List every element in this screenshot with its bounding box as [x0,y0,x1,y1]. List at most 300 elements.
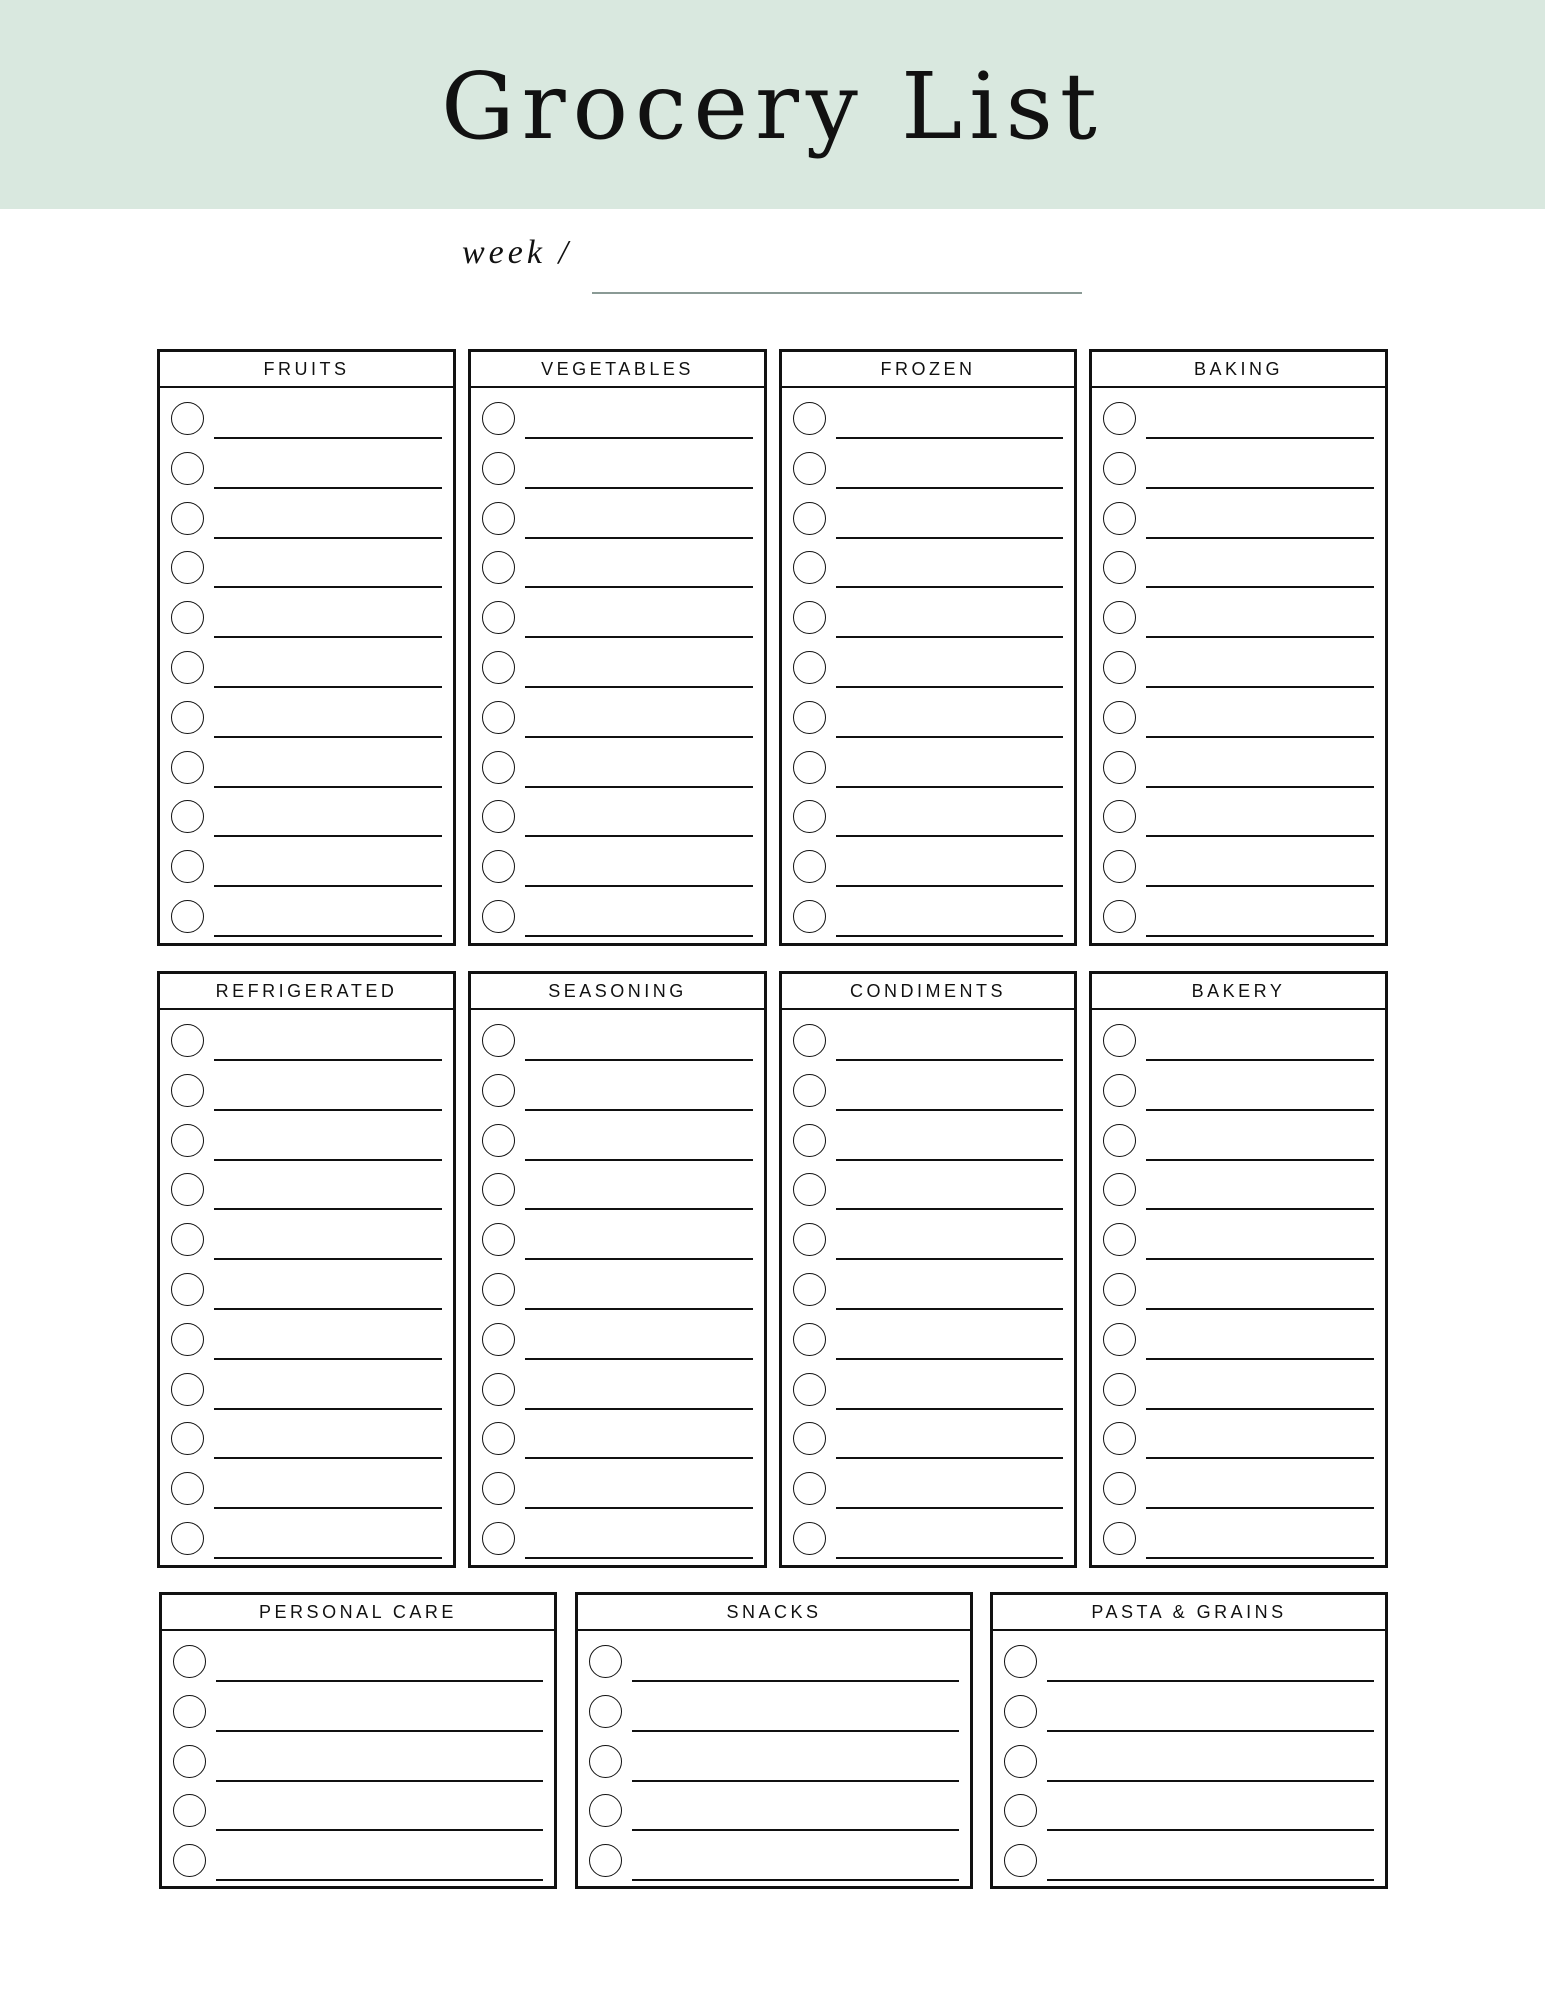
item-entry-line[interactable] [836,1109,1063,1111]
checkbox-circle[interactable] [793,1522,826,1555]
item-list [782,388,1074,945]
item-entry-line[interactable] [525,1358,753,1360]
list-item [782,845,1074,895]
list-item [160,646,453,696]
list-item [160,1467,453,1517]
list-item [578,1839,970,1889]
checkbox-circle[interactable] [171,452,204,485]
list-item [782,1168,1074,1218]
item-entry-line[interactable] [1146,1059,1374,1061]
checkbox-circle[interactable] [173,1844,206,1877]
checkbox-circle[interactable] [1004,1844,1037,1877]
item-entry-line[interactable] [836,786,1063,788]
item-entry-line[interactable] [214,1208,442,1210]
item-entry-line[interactable] [836,586,1063,588]
item-entry-line[interactable] [1146,1109,1374,1111]
list-item [1092,1417,1385,1467]
section-fruits [157,349,456,946]
checkbox-circle[interactable] [1103,751,1136,784]
checkbox-circle[interactable] [171,402,204,435]
checkbox-circle[interactable] [793,1273,826,1306]
item-entry-line[interactable] [214,1358,442,1360]
list-item [578,1690,970,1740]
checkbox-circle[interactable] [171,651,204,684]
item-entry-line[interactable] [1047,1730,1374,1732]
item-entry-line[interactable] [216,1829,543,1831]
checkbox-circle[interactable] [482,601,515,634]
section-bakery [1089,971,1388,1568]
list-item [160,546,453,596]
checkbox-circle[interactable] [1103,1074,1136,1107]
item-entry-line[interactable] [216,1730,543,1732]
list-item [471,1318,764,1368]
item-entry-line[interactable] [525,437,753,439]
checkbox-circle[interactable] [171,601,204,634]
item-entry-line[interactable] [525,1258,753,1260]
item-entry-line[interactable] [632,1879,959,1881]
checkbox-circle[interactable] [482,751,515,784]
item-entry-line[interactable] [525,1109,753,1111]
item-entry-line[interactable] [1146,835,1374,837]
item-entry-line[interactable] [214,1109,442,1111]
list-item [471,646,764,696]
list-item [471,696,764,746]
list-item [1092,397,1385,447]
checkbox-circle[interactable] [482,402,515,435]
checkbox-circle[interactable] [171,1124,204,1157]
list-item [782,696,1074,746]
item-entry-line[interactable] [836,1308,1063,1310]
checkbox-circle[interactable] [171,1223,204,1256]
checkbox-circle[interactable] [482,1472,515,1505]
checkbox-circle[interactable] [793,1173,826,1206]
section-header: REFRIGERATED [160,974,453,1010]
item-entry-line[interactable] [1047,1829,1374,1831]
checkbox-circle[interactable] [1004,1695,1037,1728]
checkbox-circle[interactable] [793,1323,826,1356]
checkbox-circle[interactable] [793,1124,826,1157]
item-entry-line[interactable] [525,487,753,489]
list-item [1092,1019,1385,1069]
section-header: SEASONING [471,974,764,1010]
item-entry-line[interactable] [1146,736,1374,738]
item-entry-line[interactable] [836,487,1063,489]
checkbox-circle[interactable] [793,751,826,784]
item-entry-line[interactable] [214,1408,442,1410]
checkbox-circle[interactable] [793,1373,826,1406]
item-entry-line[interactable] [214,1159,442,1161]
item-entry-line[interactable] [836,885,1063,887]
item-entry-line[interactable] [1146,1457,1374,1459]
checkbox-circle[interactable] [793,651,826,684]
item-entry-line[interactable] [1146,786,1374,788]
checkbox-circle[interactable] [793,502,826,535]
checkbox-circle[interactable] [1103,601,1136,634]
checkbox-circle[interactable] [1004,1645,1037,1678]
checkbox-circle[interactable] [171,1024,204,1057]
list-item [782,795,1074,845]
checkbox-circle[interactable] [171,900,204,933]
checkbox-circle[interactable] [1103,1422,1136,1455]
checkbox-circle[interactable] [173,1695,206,1728]
section-refrigerated [157,971,456,1568]
list-item [782,646,1074,696]
checkbox-circle[interactable] [1103,1223,1136,1256]
checkbox-circle[interactable] [589,1844,622,1877]
checkbox-circle[interactable] [482,1024,515,1057]
checkbox-circle[interactable] [1103,800,1136,833]
item-entry-line[interactable] [632,1829,959,1831]
list-item [782,1417,1074,1467]
item-entry-line[interactable] [1047,1680,1374,1682]
item-entry-line[interactable] [214,885,442,887]
list-item [160,795,453,845]
item-entry-line[interactable] [214,537,442,539]
item-entry-line[interactable] [836,935,1063,937]
item-entry-line[interactable] [1146,1308,1374,1310]
list-item [160,1168,453,1218]
checkbox-circle[interactable] [482,1074,515,1107]
checkbox-circle[interactable] [482,502,515,535]
checkbox-circle[interactable] [482,1124,515,1157]
checkbox-circle[interactable] [793,452,826,485]
list-item [1092,1268,1385,1318]
list-item [160,1417,453,1467]
checkbox-circle[interactable] [1103,701,1136,734]
item-entry-line[interactable] [836,835,1063,837]
item-entry-line[interactable] [214,736,442,738]
list-item [160,1517,453,1567]
list-item [471,1069,764,1119]
section-header: SNACKS [578,1595,970,1631]
item-entry-line[interactable] [214,437,442,439]
item-entry-line[interactable] [1146,1358,1374,1360]
item-list [471,1010,764,1567]
item-entry-line[interactable] [1146,636,1374,638]
checkbox-circle[interactable] [171,800,204,833]
item-entry-line[interactable] [525,636,753,638]
checkbox-circle[interactable] [1004,1745,1037,1778]
item-entry-line[interactable] [1047,1879,1374,1881]
item-entry-line[interactable] [1146,1258,1374,1260]
item-entry-line[interactable] [525,1507,753,1509]
item-entry-line[interactable] [1146,586,1374,588]
checkbox-circle[interactable] [1103,1273,1136,1306]
list-item [471,1417,764,1467]
checkbox-circle[interactable] [482,1223,515,1256]
item-entry-line[interactable] [525,586,753,588]
checkbox-circle[interactable] [173,1645,206,1678]
list-item [160,1268,453,1318]
list-item [160,1218,453,1268]
item-entry-line[interactable] [525,537,753,539]
checkbox-circle[interactable] [482,850,515,883]
list-item [782,1268,1074,1318]
list-item [993,1740,1385,1790]
item-entry-line[interactable] [632,1680,959,1682]
list-item [471,397,764,447]
item-entry-line[interactable] [214,935,442,937]
list-item [160,1318,453,1368]
list-item [471,596,764,646]
item-entry-line[interactable] [214,835,442,837]
checkbox-circle[interactable] [171,850,204,883]
section-frozen [779,349,1077,946]
list-item [160,497,453,547]
list-item [782,1069,1074,1119]
list-item [578,1740,970,1790]
list-item [1092,1467,1385,1517]
list-item [471,497,764,547]
list-item [471,1168,764,1218]
checkbox-circle[interactable] [1103,402,1136,435]
checkbox-circle[interactable] [793,701,826,734]
checkbox-circle[interactable] [1103,651,1136,684]
item-entry-line[interactable] [214,1557,442,1559]
item-entry-line[interactable] [1146,1507,1374,1509]
checkbox-circle[interactable] [1103,1373,1136,1406]
list-item [471,845,764,895]
item-entry-line[interactable] [525,686,753,688]
checkbox-circle[interactable] [793,900,826,933]
checkbox-circle[interactable] [589,1794,622,1827]
item-entry-line[interactable] [214,786,442,788]
checkbox-circle[interactable] [1103,551,1136,584]
item-entry-line[interactable] [216,1680,543,1682]
item-list [1092,388,1385,945]
item-entry-line[interactable] [1146,1208,1374,1210]
item-entry-line[interactable] [214,1059,442,1061]
checkbox-circle[interactable] [1103,452,1136,485]
item-entry-line[interactable] [836,1159,1063,1161]
item-entry-line[interactable] [525,736,753,738]
week-input-line[interactable] [592,292,1082,294]
section-pasta-grains [990,1592,1388,1889]
checkbox-circle[interactable] [793,1422,826,1455]
checkbox-circle[interactable] [482,1422,515,1455]
item-entry-line[interactable] [1146,487,1374,489]
checkbox-circle[interactable] [793,1472,826,1505]
item-entry-line[interactable] [214,686,442,688]
list-item [993,1690,1385,1740]
item-entry-line[interactable] [525,1159,753,1161]
checkbox-circle[interactable] [1103,1472,1136,1505]
item-entry-line[interactable] [525,1457,753,1459]
checkbox-circle[interactable] [1103,502,1136,535]
list-item [1092,546,1385,596]
item-entry-line[interactable] [1146,1408,1374,1410]
checkbox-circle[interactable] [1103,1522,1136,1555]
item-entry-line[interactable] [1146,1159,1374,1161]
checkbox-circle[interactable] [171,1373,204,1406]
checkbox-circle[interactable] [793,850,826,883]
list-item [993,1789,1385,1839]
checkbox-circle[interactable] [171,1323,204,1356]
item-entry-line[interactable] [214,1457,442,1459]
list-item [160,596,453,646]
list-item [1092,646,1385,696]
item-entry-line[interactable] [214,586,442,588]
item-list [1092,1010,1385,1567]
item-entry-line[interactable] [525,786,753,788]
checkbox-circle[interactable] [171,502,204,535]
checkbox-circle[interactable] [1103,1323,1136,1356]
checkbox-circle[interactable] [171,1074,204,1107]
item-entry-line[interactable] [1146,437,1374,439]
list-item [782,447,1074,497]
checkbox-circle[interactable] [173,1794,206,1827]
checkbox-circle[interactable] [482,1273,515,1306]
checkbox-circle[interactable] [793,601,826,634]
item-entry-line[interactable] [214,487,442,489]
checkbox-circle[interactable] [589,1745,622,1778]
list-item [471,1467,764,1517]
checkbox-circle[interactable] [482,1173,515,1206]
item-entry-line[interactable] [1047,1780,1374,1782]
checkbox-circle[interactable] [793,800,826,833]
item-entry-line[interactable] [525,1557,753,1559]
list-item [162,1789,554,1839]
item-entry-line[interactable] [836,1208,1063,1210]
list-item [160,397,453,447]
item-entry-line[interactable] [836,636,1063,638]
checkbox-circle[interactable] [171,1522,204,1555]
checkbox-circle[interactable] [793,402,826,435]
item-entry-line[interactable] [836,1408,1063,1410]
item-entry-line[interactable] [836,686,1063,688]
list-item [471,795,764,845]
item-entry-line[interactable] [1146,935,1374,937]
list-item [782,596,1074,646]
section-header: CONDIMENTS [782,974,1074,1010]
list-item [1092,1368,1385,1418]
list-item [782,746,1074,796]
item-entry-line[interactable] [214,1507,442,1509]
list-item [782,1019,1074,1069]
checkbox-circle[interactable] [482,452,515,485]
section-header: PASTA & GRAINS [993,1595,1385,1631]
item-entry-line[interactable] [214,636,442,638]
checkbox-circle[interactable] [171,1472,204,1505]
checkbox-circle[interactable] [171,1422,204,1455]
checkbox-circle[interactable] [482,1323,515,1356]
checkbox-circle[interactable] [1103,1124,1136,1157]
list-item [162,1740,554,1790]
list-item [1092,1517,1385,1567]
item-entry-line[interactable] [525,1059,753,1061]
item-entry-line[interactable] [836,437,1063,439]
item-entry-line[interactable] [836,1059,1063,1061]
checkbox-circle[interactable] [1103,850,1136,883]
checkbox-circle[interactable] [589,1695,622,1728]
list-item [1092,447,1385,497]
checkbox-circle[interactable] [1103,900,1136,933]
checkbox-circle[interactable] [793,1223,826,1256]
item-entry-line[interactable] [525,835,753,837]
list-item [1092,1168,1385,1218]
section-header: FROZEN [782,352,1074,388]
checkbox-circle[interactable] [482,800,515,833]
section-condiments [779,971,1077,1568]
checkbox-circle[interactable] [482,701,515,734]
item-entry-line[interactable] [1146,686,1374,688]
item-entry-line[interactable] [1146,885,1374,887]
item-entry-line[interactable] [214,1258,442,1260]
item-entry-line[interactable] [836,1258,1063,1260]
section-header: PERSONAL CARE [162,1595,554,1631]
list-item [471,746,764,796]
checkbox-circle[interactable] [793,551,826,584]
item-entry-line[interactable] [836,736,1063,738]
checkbox-circle[interactable] [1103,1024,1136,1057]
item-entry-line[interactable] [836,1507,1063,1509]
item-entry-line[interactable] [632,1730,959,1732]
list-item [782,1218,1074,1268]
list-item [162,1839,554,1889]
checkbox-circle[interactable] [171,551,204,584]
checkbox-circle[interactable] [793,1074,826,1107]
checkbox-circle[interactable] [171,751,204,784]
list-item [1092,696,1385,746]
item-entry-line[interactable] [632,1780,959,1782]
item-entry-line[interactable] [836,1358,1063,1360]
item-entry-line[interactable] [525,935,753,937]
item-entry-line[interactable] [216,1879,543,1881]
checkbox-circle[interactable] [793,1024,826,1057]
checkbox-circle[interactable] [589,1645,622,1678]
item-entry-line[interactable] [525,1408,753,1410]
item-entry-line[interactable] [836,537,1063,539]
item-entry-line[interactable] [214,1308,442,1310]
list-item [160,1119,453,1169]
item-list [578,1631,970,1889]
item-entry-line[interactable] [525,885,753,887]
list-item [782,1119,1074,1169]
list-item [782,1517,1074,1567]
list-item [782,1467,1074,1517]
list-item [1092,1119,1385,1169]
list-item [993,1839,1385,1889]
item-entry-line[interactable] [836,1557,1063,1559]
item-entry-line[interactable] [525,1208,753,1210]
item-entry-line[interactable] [216,1780,543,1782]
checkbox-circle[interactable] [482,551,515,584]
item-list [782,1010,1074,1567]
checkbox-circle[interactable] [171,1273,204,1306]
checkbox-circle[interactable] [482,1522,515,1555]
list-item [782,397,1074,447]
checkbox-circle[interactable] [171,1173,204,1206]
item-entry-line[interactable] [525,1308,753,1310]
list-item [471,1019,764,1069]
checkbox-circle[interactable] [482,1373,515,1406]
checkbox-circle[interactable] [171,701,204,734]
item-entry-line[interactable] [1146,537,1374,539]
list-item [160,845,453,895]
section-header: BAKING [1092,352,1385,388]
checkbox-circle[interactable] [1103,1173,1136,1206]
checkbox-circle[interactable] [173,1745,206,1778]
checkbox-circle[interactable] [482,900,515,933]
list-item [782,895,1074,945]
item-entry-line[interactable] [836,1457,1063,1459]
list-item [471,546,764,596]
item-entry-line[interactable] [1146,1557,1374,1559]
list-item [1092,795,1385,845]
checkbox-circle[interactable] [482,651,515,684]
item-list [993,1631,1385,1889]
checkbox-circle[interactable] [1004,1794,1037,1827]
